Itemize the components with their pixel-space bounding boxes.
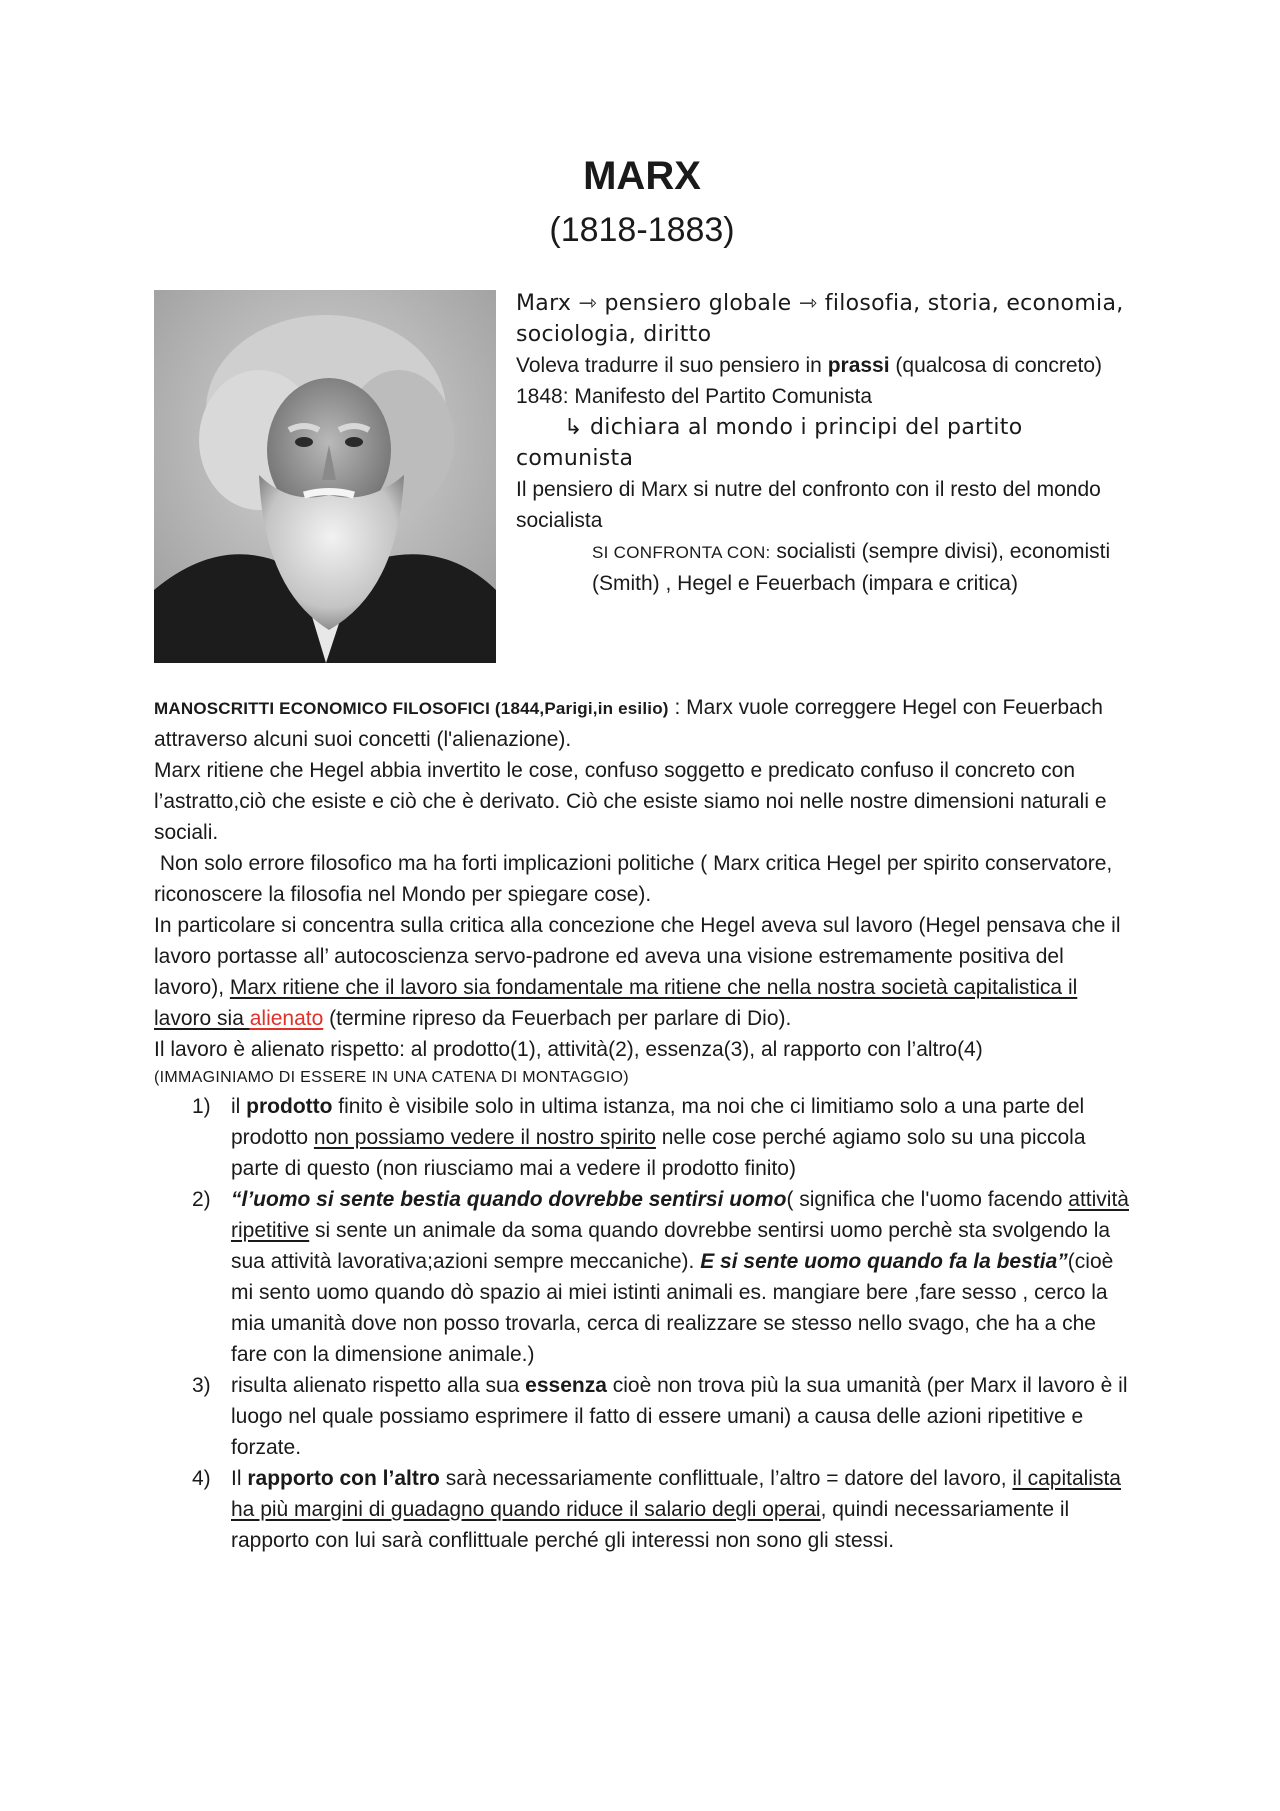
paragraph-3: Non solo errore filosofico ma ha forti implicazioni politiche ( Marx critica Hegel per spirito conservatore, riconoscere la filosofia nel Mondo per spiegare cose). xyxy=(154,852,1113,906)
quote-text: “l’uomo si sente bestia quando dovrebbe sentirsi uomo xyxy=(231,1188,787,1211)
prassi-term: prassi xyxy=(827,354,890,377)
page-title: MARX xyxy=(583,154,701,198)
bold-term: rapporto con l’altro xyxy=(247,1467,440,1490)
underlined-text: Marx ritiene che il lavoro sia fondamentale ma ritiene che nella nostra società capitalistica il lavoro sia xyxy=(154,976,1078,1030)
paragraph-2: Marx ritiene che Hegel abbia invertito le cose, confuso soggetto e predicato confuso il concreto con l’astratto,ciò che esiste e ciò che è derivato. Ciò che esiste siamo noi nelle nostre dimensioni naturali e sociali. xyxy=(154,759,1107,844)
bold-term: prodotto xyxy=(246,1095,333,1118)
title-block xyxy=(527,152,757,252)
text-fragment: risulta alienato rispetto alla sua xyxy=(231,1374,526,1397)
text-fragment: Il xyxy=(231,1467,248,1490)
intro-confronto: Il pensiero di Marx si nutre del confronto con il resto del mondo socialista xyxy=(516,478,1101,532)
text-fragment: nelle cose perché agiamo solo su una piccola parte di questo (non riusciamo mai a vedere il prodotto finito) xyxy=(231,1126,1086,1180)
portrait-photo xyxy=(154,290,496,663)
paragraph-6: (IMMAGINIAMO DI ESSERE IN UNA CATENA DI MONTAGGIO) xyxy=(154,1069,629,1086)
text-fragment: (qualcosa di concreto) xyxy=(889,354,1103,377)
list-item xyxy=(154,1463,1134,1556)
list-number: 3) xyxy=(192,1374,211,1397)
paragraph-manoscritti xyxy=(154,692,1134,755)
list-item xyxy=(154,1370,1134,1463)
list-item xyxy=(154,1091,1134,1184)
list-number: 4) xyxy=(192,1467,211,1490)
intro-manifesto: 1848: Manifesto del Partito Comunista xyxy=(516,385,873,408)
paragraph-5: Il lavoro è alienato rispetto: al prodotto(1), attività(2), essenza(3), al rapporto con l’altro(4) xyxy=(154,1038,983,1061)
intro-prassi xyxy=(516,350,1136,381)
bold-term: essenza xyxy=(525,1374,607,1397)
text-fragment: ( significa che l'uomo facendo xyxy=(786,1188,1069,1211)
intro-section xyxy=(516,288,1136,599)
quote-text: E si sente uomo quando fa la bestia” xyxy=(700,1250,1068,1273)
list-number: 1) xyxy=(192,1095,211,1118)
text-fragment: si sente un animale da soma quando dovrebbe sentirsi uomo perchè sta svolgendo la sua attività lavorativa;azioni sempre meccaniche). xyxy=(231,1219,1111,1273)
text-fragment: il xyxy=(231,1095,247,1118)
paragraph-4 xyxy=(154,910,1134,1034)
main-body xyxy=(154,692,1134,1556)
intro-si-confronta xyxy=(516,536,1136,599)
list-item xyxy=(154,1184,1134,1370)
text-fragment: finito è visibile solo in ultima istanza, ma noi che ci limitiamo solo a una parte del prodotto xyxy=(231,1095,1085,1149)
text-fragment: (cioè mi sento uomo quando dò spazio ai miei istinti animali es. mangiare bere ,fare sesso , cerco la mia umanità dove non posso trovarla, cerca di realizzare se stesso nello svago, che ha a che fare con la dimensione animale.) xyxy=(231,1250,1114,1366)
text-fragment: sarà necessariamente conflittuale, l’altro = datore del lavoro, xyxy=(439,1467,1013,1490)
underlined-text: il capitalista ha più margini di guadagno quando riduce il salario degli operai xyxy=(231,1467,1121,1521)
text-fragment: socialisti (sempre divisi), economisti (Smith) , Hegel e Feuerbach (impara e critica) xyxy=(592,540,1111,595)
text-fragment: (termine ripreso da Feuerbach per parlare di Dio). xyxy=(323,1007,792,1030)
underlined-text: non possiamo vedere il nostro spirito xyxy=(313,1126,656,1149)
list-number: 2) xyxy=(192,1188,211,1211)
numbered-list xyxy=(154,1091,1134,1556)
text-fragment: cioè non trova più la sua umanità (per Marx il lavoro è il luogo nel quale possiamo esprimere il fatto di essere umani) a causa delle azioni ripetitive e forzate. xyxy=(231,1374,1128,1459)
section-heading: MANOSCRITTI ECONOMICO FILOSOFICI (1844,Parigi,in esilio) xyxy=(154,699,669,718)
text-fragment: Voleva tradurre il suo pensiero in xyxy=(516,354,828,377)
text-fragment: : Marx vuole correggere Hegel con Feuerbach attraverso alcuni suoi concetti (l'alienazione). xyxy=(154,696,1103,751)
page-subtitle-dates: (1818-1883) xyxy=(549,211,735,249)
intro-manifesto-sub xyxy=(516,412,1136,474)
si-confronta-label: SI CONFRONTA CON: xyxy=(592,543,771,562)
text-fragment: , quindi necessariamente il rapporto con lui sarà conflittuale perché gli interessi non sono gli stessi. xyxy=(231,1498,1070,1552)
text-fragment: ↳ dichiara al mondo i principi del partito comunista xyxy=(516,415,1023,471)
portrait-photo-icon xyxy=(154,290,496,663)
underlined-text: attività ripetitive xyxy=(231,1188,1129,1242)
intro-line-1: Marx ⇾ pensiero globale ⇾ filosofia, storia, economia, sociologia, diritto xyxy=(516,291,1124,347)
highlighted-term: alienato xyxy=(249,1007,324,1030)
text-fragment: In particolare si concentra sulla critica alla concezione che Hegel aveva sul lavoro (Hegel pensava che il lavoro portasse all’ autocoscienza servo-padrone ed aveva una visione estremamente positiva del lavoro), xyxy=(154,914,1121,999)
